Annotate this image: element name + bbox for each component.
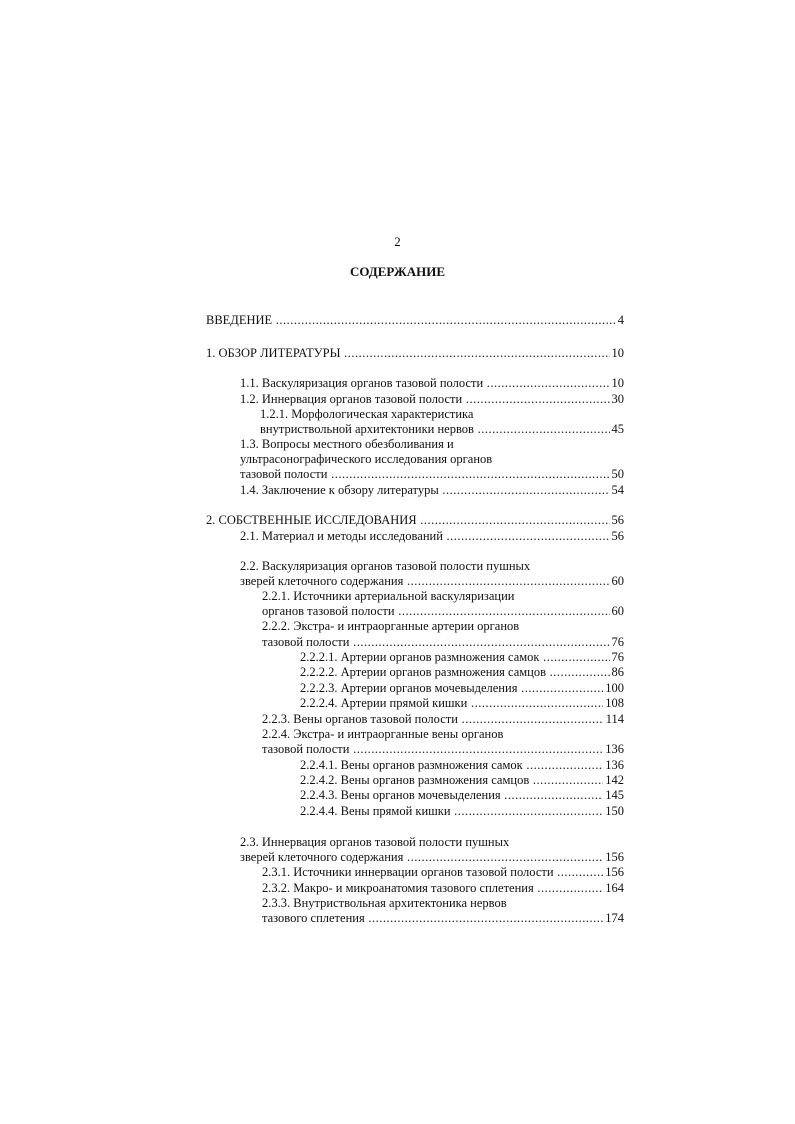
- toc-page: 86: [611, 665, 624, 679]
- toc-entry: внутриствольной архитектоники нервов ..... 45: [260, 421, 624, 437]
- toc-entry-line: 2.3. Иннервация органов тазовой полости пушных: [240, 835, 510, 849]
- toc-entry: тазовой полости ..... 76: [262, 634, 624, 650]
- toc-entry: 2.1. Материал и методы исследований ..... 56: [240, 528, 624, 544]
- toc-page: 10: [611, 376, 624, 390]
- toc-page: 142: [605, 773, 624, 787]
- toc-page: 76: [611, 650, 624, 664]
- toc-page: 45: [611, 422, 624, 436]
- toc-entry: 1.1. Васкуляризация органов тазовой полости ..... 10: [240, 375, 624, 391]
- toc-entry: 2.2.2.2. Артерии органов размножения самцов ..... 86: [300, 664, 624, 680]
- toc-entry: тазовой полости ..... 136: [262, 741, 624, 757]
- toc-entry: зверей клеточного содержания ..... 156: [240, 849, 624, 865]
- toc-entry: ВВЕДЕНИЕ ..... 4: [206, 312, 624, 328]
- toc-entry: 2.2.2.3. Артерии органов мочевыделения ..... 100: [300, 680, 624, 696]
- toc-entry-line: 2.2. Васкуляризация органов тазовой полости пушных: [240, 559, 531, 573]
- toc-entry: 2.2.4.1. Вены органов размножения самок ..... 136: [300, 757, 624, 773]
- toc-page: 156: [605, 865, 624, 879]
- toc-entry: 2.2.2.1. Артерии органов размножения самок ..... 76: [300, 649, 624, 665]
- toc-entry-line: 1.2.1. Морфологическая характеристика: [260, 407, 474, 421]
- toc-entry: 1.4. Заключение к обзору литературы ..... 54: [240, 482, 624, 498]
- toc-entry: тазового сплетения ..... 174: [262, 910, 624, 926]
- page-title: СОДЕРЖАНИЕ: [349, 264, 446, 279]
- toc-entry: 2.2.3. Вены органов тазовой полости ..... 114: [262, 711, 624, 727]
- toc-entry: тазовой полости ..... 50: [240, 466, 624, 482]
- toc-page: 164: [605, 881, 624, 895]
- toc-entry: 1.2. Иннервация органов тазовой полости ..... 30: [240, 391, 624, 407]
- toc-page: 108: [605, 696, 624, 710]
- toc-page: 156: [605, 850, 624, 864]
- toc-page: 10: [611, 346, 624, 360]
- page-number: 2: [394, 234, 401, 249]
- toc-page: 174: [605, 911, 624, 925]
- toc-entry: 2.2.4.2. Вены органов размножения самцов ..... 142: [300, 772, 624, 788]
- toc-page: 30: [611, 392, 624, 406]
- toc-entry: 2. СОБСТВЕННЫЕ ИССЛЕДОВАНИЯ ..... 56: [206, 512, 624, 528]
- toc-page: 60: [611, 574, 624, 588]
- toc-entry: 2.3.1. Источники иннервации органов тазовой полости ..... 156: [262, 864, 624, 880]
- toc-page: 136: [605, 742, 624, 756]
- toc-page: 50: [611, 467, 624, 481]
- toc-page: 150: [605, 804, 624, 818]
- toc-entry-line: 2.3.3. Внутриствольная архитектоника нервов: [262, 896, 507, 910]
- toc-page: 56: [611, 513, 624, 527]
- toc-page: 136: [605, 758, 624, 772]
- toc-entry-line: 1.3. Вопросы местного обезболивания и: [240, 437, 454, 451]
- toc-entry-line: ультрасонографического исследования органов: [240, 452, 493, 466]
- toc-page: 145: [605, 788, 624, 802]
- toc-page: 54: [611, 483, 624, 497]
- toc-entry: органов тазовой полости ..... 60: [262, 603, 624, 619]
- toc-entry-line: 2.2.4. Экстра- и интраорганные вены органов: [262, 727, 504, 741]
- toc-entry: 2.3.2. Макро- и микроанатомия тазового сплетения ..... 164: [262, 880, 624, 896]
- toc-page: 114: [605, 712, 624, 726]
- toc-entry: зверей клеточного содержания ..... 60: [240, 573, 624, 589]
- toc-page: 60: [611, 604, 624, 618]
- toc-entry-line: 2.2.2. Экстра- и интраорганные артерии органов: [262, 619, 520, 633]
- toc-page: 56: [611, 529, 624, 543]
- toc-entry: 1. ОБЗОР ЛИТЕРАТУРЫ ..... 10: [206, 345, 624, 361]
- toc-entry: 2.2.4.3. Вены органов мочевыделения ..... 145: [300, 787, 624, 803]
- toc-page: 100: [605, 681, 624, 695]
- toc-entry-line: 2.2.1. Источники артериальной васкуляризации: [262, 589, 515, 603]
- toc-entry: 2.2.2.4. Артерии прямой кишки ..... 108: [300, 695, 624, 711]
- toc-entry: 2.2.4.4. Вены прямой кишки ..... 150: [300, 803, 624, 819]
- toc-page: 76: [611, 635, 624, 649]
- toc-page: 4: [617, 313, 624, 327]
